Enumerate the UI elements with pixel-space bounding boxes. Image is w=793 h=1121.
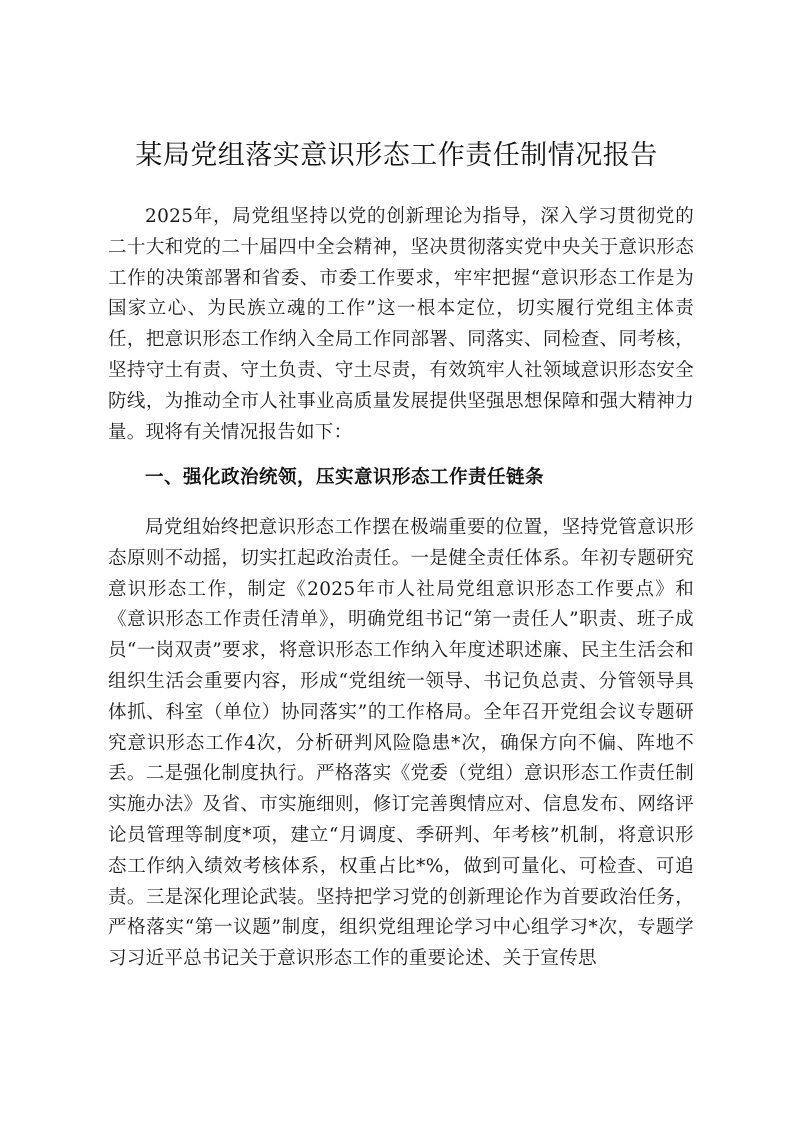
document-title: 某局党组落实意识形态工作责任制情况报告 (135, 140, 658, 171)
intro-paragraph: 2025年，局党组坚持以党的创新理论为指导，深入学习贯彻党的二十大和党的二十届四中全会精神，坚决贯彻落实党中央关于意识形态工作的决策部署和省委、市委工作要求，牢牢把握“意识形态工作是为国家立心、为民族立魂的工作”这一根本定位，切实履行党组主体责任，把意识形态工作纳入全局工作同部署、同落实、同检查、同考核，坚持守土有责、守土负责、守土尽责，有效筑牢人社领域意识形态安全防线，为推动全市人社事业高质量发展提供坚强思想保障和强大精神力量。现将有关情况报告如下： (108, 206, 694, 443)
section-heading-1: 一、强化政治统领，压实意识形态工作责任链条 (145, 467, 545, 488)
section-1-body-paragraph: 局党组始终把意识形态工作摆在极端重要的位置，坚持党管意识形态原则不动摇，切实扛起政治责任。一是健全责任体系。年初专题研究意识形态工作，制定《2025年市人社局党组意识形态工作要点》和《意识形态工作责任清单》，明确党组书记“第一责任人”职责、班子成员“一岗双责”要求，将意识形态工作纳入年度述职述廉、民主生活会和组织生活会重要内容，形成“党组统一领导、书记负总责、分管领导具体抓、科室（单位）协同落实”的工作格局。全年召开党组会议专题研究意识形态工作4次，分析研判风险隐患*次，确保方向不偏、阵地不丢。二是强化制度执行。严格落实《党委（党组）意识形态工作责任制实施办法》及省、市实施细则，修订完善舆情应对、信息发布、网络评论员管理等制度*项，建立“月调度、季研判、年考核”机制，将意识形态工作纳入绩效考核体系，权重占比*%，做到可量化、可检查、可追责。三是深化理论武装。坚持把学习党的创新理论作为首要政治任务，严格落实“第一议题”制度，组织党组理论学习中心组学习*次，专题学习习近平总书记关于意识形态工作的重要论述、关于宣传思 (108, 517, 694, 970)
